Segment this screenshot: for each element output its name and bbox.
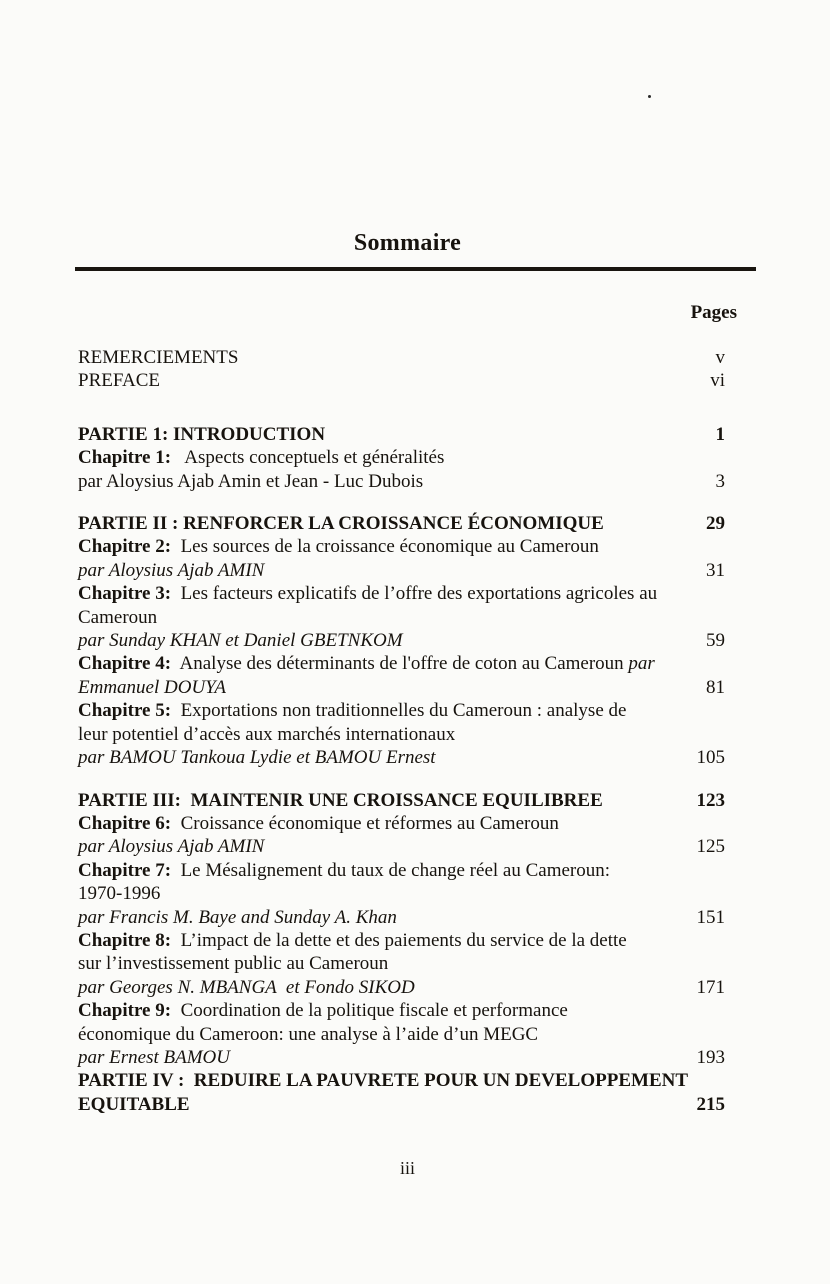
toc-entry-chapitre-4 [78,652,737,675]
toc-entry-chapitre-5-cont [78,723,737,746]
toc-entry-chapitre-7-authors [78,906,737,929]
text-segment: par [628,653,655,675]
toc-entry-page: 105 [696,747,725,769]
pages-column-header: Pages [690,302,737,323]
text-segment: sur l’investissement public au Cameroun [78,953,389,975]
toc-entry-chapitre-6-authors [78,835,737,858]
text-segment: Emmanuel DOUYA [78,676,227,698]
toc-entry-text [78,606,697,629]
toc-entry-page: 29 [706,513,725,535]
toc-entry-text [78,1069,697,1092]
toc-entry-chapitre-7 [78,859,737,882]
text-segment: Cameroun [78,606,158,628]
toc-entry-page: 125 [696,836,725,858]
text-segment: Chapitre 4: [78,653,172,675]
toc-entry-chapitre-9 [78,999,737,1022]
text-segment: PARTIE IV : REDUIRE LA PAUVRETE POUR UN DEVELOPPEMENT [78,1070,689,1092]
toc-entry-text [78,346,697,369]
toc-entry-chapitre-6 [78,812,737,835]
pages-column-header-row [78,302,737,324]
toc-entry-chapitre-8-cont [78,952,737,975]
toc-entry-page: 81 [706,676,725,698]
toc-entry-chapitre-3-cont [78,606,737,629]
toc-entry-chapitre-7-cont [78,882,737,905]
text-segment: leur potentiel d’accès aux marchés internationaux [78,723,456,745]
toc-entry-page: 59 [706,630,725,652]
toc-entry-text [78,676,697,699]
text-segment: EQUITABLE [78,1093,190,1115]
toc-entry-page: 123 [696,789,725,811]
toc-entry-chapitre-8-authors [78,976,737,999]
text-segment: Coordination de la politique fiscale et performance [171,1000,568,1022]
text-segment: Chapitre 6: [78,812,172,834]
text-segment: PARTIE 1: INTRODUCTION [78,423,326,445]
toc-entry-partie-4-cont [78,1093,737,1116]
text-segment: REMERCIEMENTS [78,347,239,368]
toc-entry-text [78,952,697,975]
toc-entry-text [78,882,697,905]
text-segment: Les facteurs explicatifs de l’offre des exportations agricoles au [171,583,658,605]
toc-entry-preface [78,369,737,392]
scan-artifact-dot [648,95,651,98]
text-segment: économique du Cameroon: une analyse à l’aide d’un MEGC [78,1023,539,1045]
toc-entry-text [78,1023,697,1046]
toc-entry-chapitre-5-authors [78,746,737,769]
toc-entry-text [78,835,697,858]
toc-entry-page: 171 [696,976,725,998]
toc-entry-chapitre-9-authors [78,1046,737,1069]
text-segment: par Georges N. MBANGA et Fondo SIKOD [78,976,415,998]
text-segment: Chapitre 7: [78,859,172,881]
toc-entry-page: 193 [696,1046,725,1068]
toc-entry-chapitre-3-authors [78,629,737,652]
text-segment: par BAMOU Tankoua Lydie et BAMOU Ernest [78,747,436,769]
toc-entry-text [78,512,697,535]
toc-entry-page: 1 [715,423,725,445]
text-segment: Chapitre 8: [78,929,172,951]
toc-entry-page: 215 [696,1093,725,1115]
toc-entry-partie-3 [78,789,737,812]
text-segment: Aspects conceptuels et généralités [171,447,445,469]
toc-entry-chapitre-1-authors [78,470,737,493]
toc-list [78,346,737,1116]
toc-entry-chapitre-2 [78,535,737,558]
toc-entry-chapitre-5 [78,699,737,722]
text-segment: par Aloysius Ajab Amin et Jean - Luc Dubois [78,470,424,492]
text-segment: Croissance économique et réformes au Cameroun [171,812,559,834]
toc-entry-page: vi [710,370,725,392]
text-segment: Chapitre 9: [78,1000,172,1022]
toc-entry-text [78,812,697,835]
text-segment: 1970-1996 [78,883,161,905]
text-segment: Chapitre 5: [78,700,172,722]
text-segment: par Ernest BAMOU [78,1046,230,1068]
text-segment: Chapitre 3: [78,583,172,605]
toc-entry-chapitre-9-cont [78,1023,737,1046]
toc-entry-text [78,999,697,1022]
text-segment: Le Mésalignement du taux de change réel au Cameroun: [171,859,611,881]
toc-entry-text [78,629,697,652]
footer-page-number: iii [399,1158,415,1179]
toc-entry-partie-4 [78,1069,737,1092]
toc-entry-chapitre-4-authors [78,676,737,699]
toc-entry-text [78,723,697,746]
text-segment: Chapitre 2: [78,536,172,558]
text-segment: PREFACE [78,370,161,392]
toc-entry-text [78,446,697,469]
toc-entry-text [78,789,697,812]
text-segment: par Francis M. Baye and Sunday A. Khan [78,906,397,928]
text-segment: Exportations non traditionnelles du Cameroun : analyse de [171,700,627,722]
toc-entry-chapitre-8 [78,929,737,952]
toc-entry-text [78,652,697,675]
toc-entry-page: v [715,347,725,368]
toc-entry-page: 151 [696,906,725,928]
page-title: Sommaire [353,230,462,256]
text-segment: par Aloysius Ajab AMIN [78,836,265,858]
text-segment: PARTIE II : RENFORCER LA CROISSANCE ÉCONOMIQUE [78,513,604,535]
toc-entry-text [78,369,697,392]
toc-entry-text [78,423,697,446]
toc-entry-text [78,582,697,605]
toc-entry-text [78,859,697,882]
toc-entry-text [78,746,697,769]
toc-entry-text [78,559,697,582]
text-segment: Analyse des déterminants de l'offre de coton au Cameroun [171,653,629,675]
text-segment: Les sources de la croissance économique au Cameroun [171,536,599,558]
toc-entry-chapitre-2-authors [78,559,737,582]
toc-entry-text [78,470,697,493]
toc-entry-text [78,535,697,558]
toc-entry-text [78,699,697,722]
text-segment: L’impact de la dette et des paiements du service de la dette [171,929,627,951]
toc-entry-chapitre-1 [78,446,737,469]
toc-entry-partie-1 [78,423,737,446]
toc-entry-text [78,976,697,999]
toc-entry-text [78,929,697,952]
toc-entry-text [78,906,697,929]
toc-entry-text [78,1093,697,1116]
text-segment: PARTIE III: MAINTENIR UNE CROISSANCE EQUILIBREE [78,789,603,811]
toc-entry-chapitre-3 [78,582,737,605]
toc-entry-text [78,1046,697,1069]
toc-entry-page: 3 [715,470,725,492]
text-segment: par Sunday KHAN et Daniel GBETNKOM [78,630,403,652]
title-rule-divider [75,267,756,271]
toc-entry-remerciements [78,346,737,369]
toc-entry-page: 31 [706,559,725,581]
text-segment: par Aloysius Ajab AMIN [78,559,265,581]
toc-entry-partie-2 [78,512,737,535]
text-segment: Chapitre 1: [78,447,172,469]
